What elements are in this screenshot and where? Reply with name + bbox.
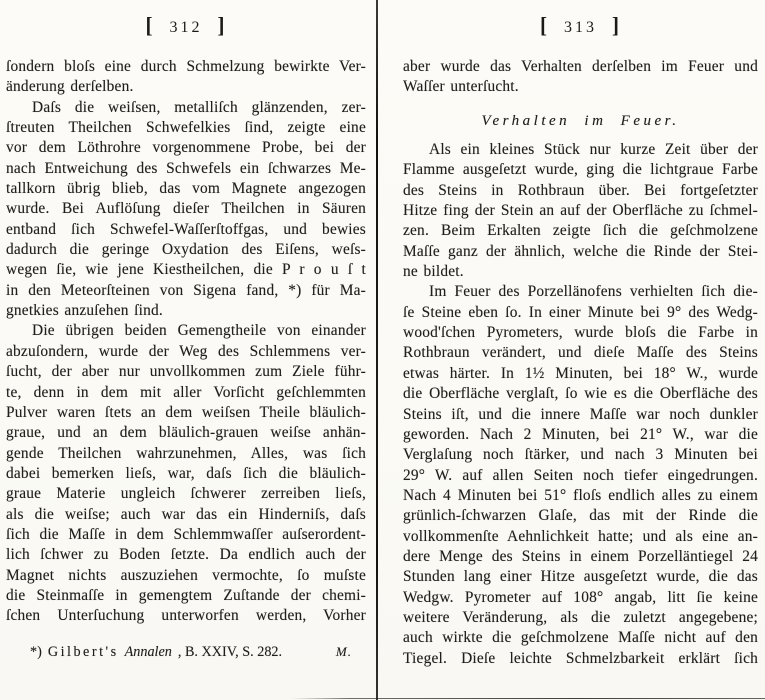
scan-edge-artifact: [292, 698, 765, 700]
text-line: Stunden lang einer Hitze ausgeſetzt wurde, die das: [403, 568, 758, 586]
footnote-citation: , B. XXIV, S. 282.: [177, 643, 283, 660]
text-line: Daſs die weiſsen, metalliſch glänzenden, zer-: [32, 98, 366, 116]
text-line: ſchen Unterſuchung unterworfen werden, Vorher: [6, 607, 366, 625]
text-line: auch wirkte die geſchmolzene Maſſe nicht auf den: [403, 629, 758, 647]
section-heading: Verhalten im Feuer.: [481, 112, 680, 129]
text-line: ne bildet.: [403, 263, 464, 281]
text-line: etwas härter. In 1½ Minuten, bei 18° W., wurde: [403, 364, 758, 382]
text-line: Die übrigen beiden Gemengtheile von einander: [32, 322, 366, 340]
text-line: Tiegel. Dieſe leichte Schmelzbarkeit erklärt ſich: [403, 649, 758, 667]
text-line: die Oberfläche verglaſt, ſo wie es die Oberfläche des: [403, 385, 758, 403]
page-number-312: [6, 13, 366, 39]
text-line: änderung derſelben.: [6, 78, 134, 96]
text-line: vollkommenſte Aehnlichkeit hatte; und als eine an-: [403, 527, 758, 545]
text-line: des Steins in Rothbraun über. Bei fortgeſetzter: [403, 181, 758, 199]
text-line: Maſſe ganz der ähnlich, welche die Rinde der Stei-: [403, 242, 758, 260]
close-bracket: ]: [612, 12, 621, 38]
signature-mark: M.: [335, 643, 352, 659]
text-line: gende Theilchen wahrzunehmen, Alles, was ſich: [6, 444, 366, 462]
page-number-313: [403, 13, 758, 39]
text-line: aber wurde das Verhalten derſelben im Feuer und: [403, 58, 758, 75]
open-bracket: [: [540, 12, 549, 38]
text-line: die Steinmaſſe in gemengtem Zuſtande der chemi-: [6, 586, 366, 604]
text-line: grünlich-ſchwarzen Glaſe, das mit der Rinde die: [403, 507, 758, 525]
page-number-text: 312: [169, 19, 203, 36]
text-line: als die weiſse; auch war das ein Hinderniſs, daſs: [6, 505, 366, 523]
text-line: in den Meteorſteinen von Sigena fand, *) für Ma-: [6, 281, 366, 299]
text-line: Nach 4 Minuten bei 51° floſs endlich alles zu einem: [403, 486, 758, 504]
text-line: dadurch die geringe Oxydation des Eiſens, weſs-: [6, 241, 366, 259]
text-line: Im Feuer des Porzellänofens verhielten ſich die-: [429, 283, 758, 301]
text-line: Wedgw. Pyrometer auf 108° angab, litt ſie keine: [403, 588, 758, 606]
close-bracket: ]: [217, 12, 227, 38]
text-line: Als ein kleines Stück nur kurze Zeit über der: [429, 141, 758, 159]
text-line: ſucht, der aber nur unvollkommen zum Ziele führ-: [6, 363, 366, 381]
text-line: wegen ſie, wie jene Kiestheilchen, die P r o u ſ t: [6, 261, 366, 279]
text-line: te, denn in dem mit aller Vorſicht geſchlemmten: [6, 383, 366, 401]
text-line: wood'ſchen Pyrometers, wurde bloſs die Farbe in: [403, 324, 758, 342]
footnote: [6, 644, 366, 661]
text-line: zen. Beim Erkalten zeigte ſich die geſchmolzene: [403, 222, 758, 240]
text-line: Flamme ausgeſetzt wurde, ging die lichtgraue Farbe: [403, 161, 758, 179]
text-line: nach Entweichung des Schwefels ein ſchwarzes Me-: [6, 159, 366, 177]
text-line: lich ſchwer zu Boden ſetzte. Da endlich auch der: [6, 546, 366, 564]
text-line: abzuſondern, wurde der Weg des Schlemmens ver-: [6, 342, 366, 360]
page-313-text-block: [403, 57, 758, 669]
text-line: geworden. Nach 2 Minuten, bei 21° W., war die: [403, 425, 758, 443]
text-line: graue Materie ungleich ſchwerer zerreiben lieſs,: [6, 485, 366, 503]
text-line: dere Menge des Steins in einem Porzelläntiegel 24: [403, 547, 758, 565]
text-line: ſondern bloſs eine durch Schmelzung bewirkte Ver-: [6, 58, 366, 75]
text-line: dabei bemerken lieſs, war, daſs ſich die bläulich-: [6, 464, 366, 482]
text-line: ſich die Maſſe in dem Schlemmwaſſer auſserordent-: [6, 525, 366, 543]
footnote-marker: *): [30, 643, 42, 660]
open-bracket: [: [145, 12, 155, 38]
page-312: [6, 0, 366, 661]
text-line: tallkorn übrig blieb, das vom Magnete angezogen: [6, 180, 366, 198]
text-line: Rothbraun verändert, und dieſe Maſſe des Steins: [403, 344, 758, 362]
text-line: Hitze fing der Stein an auf der Oberfläche zu ſchmel-: [403, 202, 758, 220]
footnote-journal: Annalen: [124, 643, 172, 660]
text-line: entband ſich Schwefel-Waſſerſtoffgas, und bewies: [6, 220, 366, 238]
text-line: gnetkies anzuſehen ſind.: [6, 302, 163, 320]
text-line: Verglaſung noch ſtärker, und nach 3 Minuten bei: [403, 446, 758, 464]
text-line: vor dem Löthrohre vorgenommene Probe, bei der: [6, 139, 366, 157]
page-divider-rule: [376, 0, 378, 700]
text-line: Pulver waren ſtets an dem weiſsen Theile bläulich-: [6, 403, 366, 421]
footnote-author: Gilbert's: [47, 643, 119, 660]
text-line: Magnet nichts auszuziehen vermochte, ſo muſste: [6, 566, 366, 584]
page-313: [403, 0, 758, 669]
text-line: ſtreuten Theilchen Schwefelkies ſind, zeigte eine: [6, 119, 366, 137]
text-line: 29° W. auf allen Seiten noch tiefer eingedrungen.: [403, 466, 758, 484]
page-number-text: 313: [564, 19, 597, 36]
text-line: wurde. Bei Auflöſung dieſer Theilchen in Säuren: [6, 200, 366, 218]
text-line: Waſſer unterſucht.: [403, 78, 519, 96]
page-312-text-block: [6, 57, 366, 627]
text-line: ſe Steine eben ſo. In einer Minute bei 9° des Wedg-: [403, 303, 758, 321]
text-line: weitere Veränderung, als die zuletzt angegebene;: [403, 608, 758, 626]
text-line: graue, und an dem bläulich-grauen weiſse anhän-: [6, 424, 366, 442]
text-line: Steins iſt, und die innere Maſſe war noch dunkler: [403, 405, 758, 423]
